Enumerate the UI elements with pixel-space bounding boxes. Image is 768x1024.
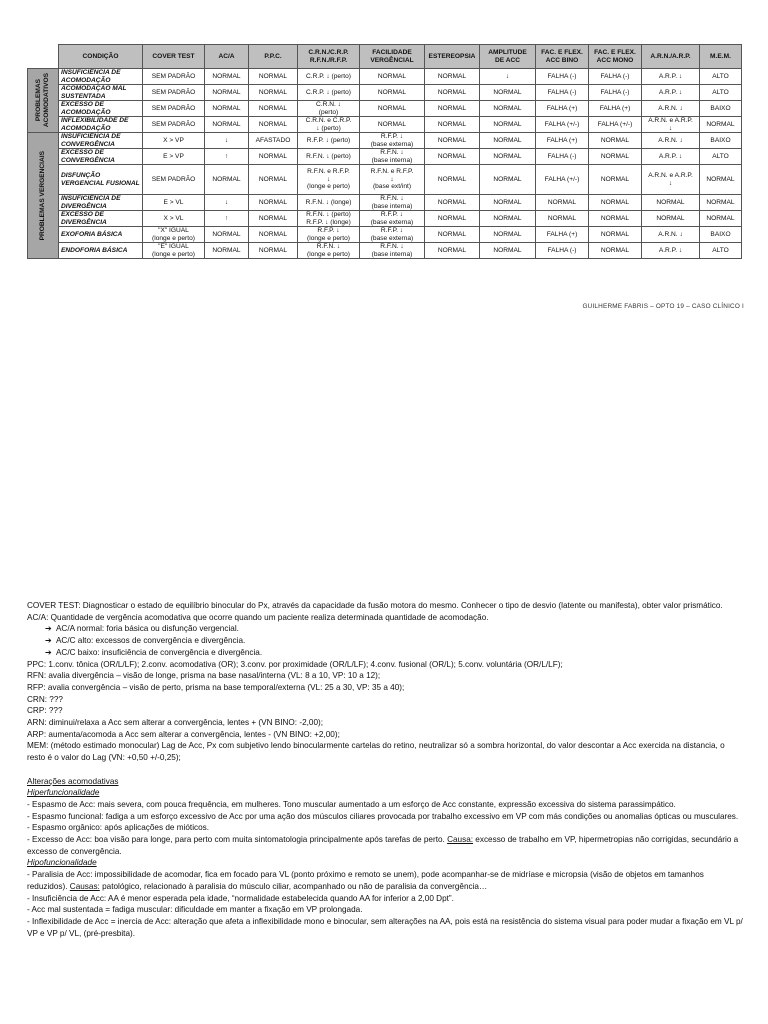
table-cell: ALTO xyxy=(700,149,742,165)
table-cell: E > VP xyxy=(143,149,205,165)
table-cell: R.F.N. e R.F.P. ↓ (longe e perto) xyxy=(298,165,360,195)
table-cell: NORMAL xyxy=(249,69,298,85)
table-cell: NORMAL xyxy=(205,243,249,259)
table-cell: R.F.P. ↓ (base externa) xyxy=(360,133,425,149)
table-cell: FALHA (+/-) xyxy=(589,117,642,133)
col-header-amplitude-acc: AMPLITUDE DE ACC xyxy=(480,45,536,69)
table-cell: NORMAL xyxy=(589,227,642,243)
col-header-crn-crp: C.R.N./C.R.P. R.F.N./R.F.P. xyxy=(298,45,360,69)
table-cell: NORMAL xyxy=(480,133,536,149)
table-cell: NORMAL xyxy=(480,227,536,243)
table-row xyxy=(28,69,742,85)
table-cell: R.F.N. ↓ (base interna) xyxy=(360,243,425,259)
table-cell: NORMAL xyxy=(249,243,298,259)
table-cell: R.F.N. ↓ (longe e perto) xyxy=(298,243,360,259)
table-cell: NORMAL xyxy=(700,165,742,195)
table-cell: FALHA (+) xyxy=(589,101,642,117)
note-rfn: RFN: avalia divergência – visão de longe, prisma na base nasal/interna (VL: 8 a 10, VP: 10 a 12); xyxy=(27,671,381,681)
table-cell: X > VP xyxy=(143,133,205,149)
table-cell: NORMAL xyxy=(205,101,249,117)
table-cell: NORMAL xyxy=(480,243,536,259)
table-cell: R.F.N. ↓ (base interna) xyxy=(360,149,425,165)
note-crn: CRN: ??? xyxy=(27,694,63,704)
condition-cell: EXCESSO DE ACOMODAÇÃO xyxy=(59,101,143,117)
table-cell: NORMAL xyxy=(249,195,298,211)
note-hiper-item: - Espasmo funcional: fadiga a um esforço excessivo de Acc por uma ação dos músculos ciliares provocada por trabalho excessivo em VP com más condições ou anomalias ópticas ou musculares. xyxy=(27,811,739,821)
table-cell: FALHA (-) xyxy=(589,69,642,85)
table-cell: FALHA (-) xyxy=(536,149,589,165)
table-cell: A.R.P. ↓ xyxy=(642,69,700,85)
table-cell: C.R.N. e C.R.P. ↓ (perto) xyxy=(298,117,360,133)
group-label: PROBLEMAS ACOMODATIVOS xyxy=(35,73,50,128)
note-hipo-item: - Inflexibilidade de Acc = inercia de Acc: alteração que afeta a inflexibilidade mono e binocular, sem alterações na AA, pois está na resistência do sistema visual para poder mudar a fixação em VL p/ VP e VP p/ VL, (pré-presbita). xyxy=(27,916,743,938)
table-row xyxy=(28,227,742,243)
table-cell: NORMAL xyxy=(425,101,480,117)
note-aca-item: ➔ AC/C alto: excessos de convergência e divergência. xyxy=(45,636,246,646)
table-cell: ALTO xyxy=(700,69,742,85)
table-cell: AFASTADO xyxy=(249,133,298,149)
condition-cell: ACOMODAÇÃO MAL SUSTENTADA xyxy=(59,85,143,101)
table-cell: NORMAL xyxy=(425,117,480,133)
table-cell: SEM PADRÃO xyxy=(143,117,205,133)
table-cell: NORMAL xyxy=(425,243,480,259)
table-cell: ALTO xyxy=(700,243,742,259)
table-cell: NORMAL xyxy=(480,165,536,195)
table-cell: NORMAL xyxy=(249,211,298,227)
table-row xyxy=(28,211,742,227)
table-cell: ↓ xyxy=(480,69,536,85)
table-cell: NORMAL xyxy=(480,149,536,165)
table-cell: NORMAL xyxy=(425,227,480,243)
col-header-facilidade-vergencial: FACILIDADE VERGÊNCIAL xyxy=(360,45,425,69)
table-cell: ↓ xyxy=(205,195,249,211)
table-cell: FALHA (-) xyxy=(589,85,642,101)
table-cell: NORMAL xyxy=(425,211,480,227)
condition-cell: EXCESSO DE CONVERGÊNCIA xyxy=(59,149,143,165)
table-cell: NORMAL xyxy=(249,149,298,165)
table-cell: NORMAL xyxy=(425,133,480,149)
table-cell: X > VL xyxy=(143,211,205,227)
note-mem: MEM: (método estimado monocular) Lag de Acc, Px com subjetivo lendo binocularmente cartelas do retino, neutralizar só a sombra horizontal, do valor descontar a Acc exercida na distancia, o resto é o valor do Lag (VN: +0,50 +/-0,25); xyxy=(27,741,725,763)
table-cell: NORMAL xyxy=(480,195,536,211)
note-hipo-item: - Insuficiência de Acc: AA é menor esperada pela idade, “normalidade estabelecida quando AA for inferior a 2,00 Dpt”. xyxy=(27,893,454,903)
table-row xyxy=(28,117,742,133)
table-cell: NORMAL xyxy=(360,101,425,117)
table-cell: NORMAL xyxy=(589,195,642,211)
note-excesso-acc: - Excesso de Acc: boa visão para longe, para perto com muita sintomatologia principalmente após tarefas de perto. Causa: excesso de trabalho em VP, hipermetropias não corrigidas, secundário a excesso de convergência. xyxy=(27,835,739,856)
table-cell: FALHA (+) xyxy=(536,101,589,117)
condition-cell: INSUFICIÊNCIA DE CONVERGÊNCIA xyxy=(59,133,143,149)
col-header-fac-flex-bino: FAC. E FLEX. ACC BINO xyxy=(536,45,589,69)
col-header-condicao: CONDIÇÃO xyxy=(59,45,143,69)
note-paralisia-acc: - Paralisia de Acc: impossibilidade de acomodar, fica em focado para VL (ponto próximo e remoto se unem), pode acompanhar-se de midríase e micropsia (visão de objetos em tamanhos reduzidos). Causas: patológico, relacionado à paralisia do músculo ciliar, acompanhado ou não de paralisia da convergência… xyxy=(27,870,704,891)
table-cell: NORMAL xyxy=(205,165,249,195)
table-cell: E > VL xyxy=(143,195,205,211)
table-cell: FALHA (-) xyxy=(536,243,589,259)
table-cell: SEM PADRÃO xyxy=(143,165,205,195)
condition-cell: EXOFORIA BÁSICA xyxy=(59,227,143,243)
note-aca-item: ➔ AC/A normal: foria básica ou disfunção vergencial. xyxy=(45,624,239,634)
table-cell: FALHA (+/-) xyxy=(536,165,589,195)
table-cell: A.R.N. e A.R.P. ↓ xyxy=(642,117,700,133)
condition-cell: DISFUNÇÃO VERGENCIAL FUSIONAL xyxy=(59,165,143,195)
table-cell: A.R.N. ↓ xyxy=(642,133,700,149)
table-cell: "X" IGUAL (longe e perto) xyxy=(143,227,205,243)
table-cell: BAIXO xyxy=(700,133,742,149)
table-cell: "E" IGUAL (longe e perto) xyxy=(143,243,205,259)
table-cell: A.R.P. ↓ xyxy=(642,149,700,165)
table-cell: NORMAL xyxy=(642,211,700,227)
table-cell: ↓ xyxy=(205,133,249,149)
table-cell: C.R.P. ↓ (perto) xyxy=(298,85,360,101)
table-row xyxy=(28,243,742,259)
note-aca: AC/A: Quantidade de vergência acomodativa que ocorre quando um paciente realiza determinada quantidade de acomodação. xyxy=(27,612,489,622)
table-cell: NORMAL xyxy=(700,211,742,227)
heading-hipofuncionalidade: Hipofuncionalidade xyxy=(27,858,97,868)
notes-section xyxy=(27,600,743,939)
group-label-cell xyxy=(28,69,59,133)
table-cell: NORMAL xyxy=(480,211,536,227)
table-cell: R.F.N. ↓ (perto) xyxy=(298,149,360,165)
note-ppc: PPC: 1.conv. tônica (OR/L/LF); 2.conv. acomodativa (OR); 3.conv. por proximidade (OR/L/LF); 4.conv. fusional (OR/L); 5.conv. voluntária (OR/L/LF); xyxy=(27,659,563,669)
author-credit: GUILHERME FABRIS – OPTO 19 – CASO CLÍNICO I xyxy=(582,303,744,310)
note-cover-test: COVER TEST: Diagnosticar o estado de equilíbrio binocular do Px, através da capacidade da fusão motora do mesmo. Conhecer o tipo de desvio (latente ou manifesta), obter valor prismático. xyxy=(27,601,723,610)
table-cell: SEM PADRÃO xyxy=(143,101,205,117)
note-rfp: RFP: avalia convergência – visão de perto, prisma na base temporal/externa (VL: 25 a 30, VP: 35 a 40); xyxy=(27,682,405,692)
table-cell: NORMAL xyxy=(480,85,536,101)
table-cell: NORMAL xyxy=(360,117,425,133)
note-arn: ARN: diminui/relaxa a Acc sem alterar a convergência, lentes + (VN BINO: -2,00); xyxy=(27,718,324,728)
note-aca-item: ➔ AC/C baixo: insuficiência de convergência e divergência. xyxy=(45,647,263,657)
table-cell: NORMAL xyxy=(700,117,742,133)
table-cell: R.F.N. ↓ (perto) R.F.P. ↓ (longe) xyxy=(298,211,360,227)
table-cell: NORMAL xyxy=(249,85,298,101)
table-cell: BAIXO xyxy=(700,101,742,117)
table-cell: NORMAL xyxy=(425,195,480,211)
col-header-ppc: P.P.C. xyxy=(249,45,298,69)
table-cell: R.F.P. ↓ (base externa) xyxy=(360,211,425,227)
table-cell: R.F.P. ↓ (base externa) xyxy=(360,227,425,243)
note-crp: CRP: ??? xyxy=(27,706,63,716)
table-cell: NORMAL xyxy=(642,195,700,211)
table-cell: NORMAL xyxy=(249,101,298,117)
table-cell: NORMAL xyxy=(589,149,642,165)
clinical-table xyxy=(27,44,742,259)
table-cell: NORMAL xyxy=(205,117,249,133)
table-cell: A.R.N. e A.R.P. ↓ xyxy=(642,165,700,195)
table-cell: FALHA (-) xyxy=(536,69,589,85)
table-cell: A.R.P. ↓ xyxy=(642,85,700,101)
table-row xyxy=(28,149,742,165)
group-label: PROBLEMAS VERGENCIAIS xyxy=(39,150,46,241)
table-cell: R.F.P. ↓ (longe e perto) xyxy=(298,227,360,243)
table-cell: ↑ xyxy=(205,149,249,165)
col-header-cover-test: COVER TEST xyxy=(143,45,205,69)
table-cell: C.R.N. ↓ (perto) xyxy=(298,101,360,117)
table-row xyxy=(28,195,742,211)
col-header-fac-flex-mono: FAC. E FLEX. ACC MONO xyxy=(589,45,642,69)
corner-cell xyxy=(28,45,59,69)
table-cell: NORMAL xyxy=(205,85,249,101)
note-hiper-item: - Espasmo de Acc: mais severa, com pouca frequência, em mulheres. Tono muscular aumentado a um esforço de Acc constante, expressão excessiva do sistema parassimpático. xyxy=(27,799,676,809)
table-cell: NORMAL xyxy=(700,195,742,211)
heading-alteracoes-acomodativas: Alterações acomodativas xyxy=(27,776,119,786)
table-cell: NORMAL xyxy=(205,227,249,243)
col-header-estereopsia: ESTEREOPSIA xyxy=(425,45,480,69)
col-header-aca: AC/A xyxy=(205,45,249,69)
note-hiper-item: - Espasmo orgânico: após aplicações de mióticos. xyxy=(27,823,210,833)
table-row xyxy=(28,133,742,149)
condition-cell: ENDOFORIA BÁSICA xyxy=(59,243,143,259)
table-cell: ↑ xyxy=(205,211,249,227)
table-row xyxy=(28,101,742,117)
header-row xyxy=(28,45,742,69)
table-cell: NORMAL xyxy=(536,211,589,227)
col-header-mem: M.E.M. xyxy=(700,45,742,69)
table-cell: A.R.N. ↓ xyxy=(642,101,700,117)
table-cell: R.F.N. ↓ (base interna) xyxy=(360,195,425,211)
note-arp: ARP: aumenta/acomoda a Acc sem alterar a convergência, lentes - (VN BINO: +2,00); xyxy=(27,729,340,739)
group-label-cell xyxy=(28,133,59,259)
table-cell: FALHA (+) xyxy=(536,133,589,149)
table-cell: NORMAL xyxy=(589,165,642,195)
table-cell: NORMAL xyxy=(205,69,249,85)
condition-cell: INSUFICIÊNCIA DE DIVERGÊNCIA xyxy=(59,195,143,211)
table-cell: NORMAL xyxy=(480,117,536,133)
table-cell: BAIXO xyxy=(700,227,742,243)
col-header-arn-arp: A.R.N./A.R.P. xyxy=(642,45,700,69)
table-cell: A.R.P. ↓ xyxy=(642,243,700,259)
table-cell: NORMAL xyxy=(589,133,642,149)
table-cell: NORMAL xyxy=(480,101,536,117)
table-cell: NORMAL xyxy=(249,227,298,243)
table-cell: NORMAL xyxy=(425,85,480,101)
condition-cell: EXCESSO DE DIVERGÊNCIA xyxy=(59,211,143,227)
note-hipo-item: - Acc mal sustentada = fadiga muscular: dificuldade em manter a fixação em VP prolongada. xyxy=(27,905,363,915)
table-cell: NORMAL xyxy=(425,165,480,195)
table-cell: NORMAL xyxy=(360,85,425,101)
table-cell: ALTO xyxy=(700,85,742,101)
table-cell: R.F.N. ↓ (longe) xyxy=(298,195,360,211)
condition-cell: INSUFICIÊNCIA DE ACOMODAÇÃO xyxy=(59,69,143,85)
table-row xyxy=(28,85,742,101)
table-cell: NORMAL xyxy=(589,243,642,259)
table-cell: A.R.N. ↓ xyxy=(642,227,700,243)
table-cell: C.R.P. ↓ (perto) xyxy=(298,69,360,85)
table-cell: SEM PADRÃO xyxy=(143,85,205,101)
table-cell: NORMAL xyxy=(589,211,642,227)
condition-cell: INFLEXIBILIDADE DE ACOMODAÇÃO xyxy=(59,117,143,133)
table-cell: R.F.P. ↓ (perto) xyxy=(298,133,360,149)
table-cell: SEM PADRÃO xyxy=(143,69,205,85)
table-cell: FALHA (+) xyxy=(536,227,589,243)
table-cell: NORMAL xyxy=(249,117,298,133)
heading-hiperfuncionalidade: Hiperfuncionalidade xyxy=(27,788,100,798)
table-cell: FALHA (-) xyxy=(536,85,589,101)
table-cell: NORMAL xyxy=(425,149,480,165)
table-row xyxy=(28,165,742,195)
table-cell: NORMAL xyxy=(360,69,425,85)
table-cell: NORMAL xyxy=(249,165,298,195)
table-cell: R.F.N. e R.F.P. ↓ (base ext/int) xyxy=(360,165,425,195)
table-cell: FALHA (+/-) xyxy=(536,117,589,133)
table-cell: NORMAL xyxy=(425,69,480,85)
table-cell: NORMAL xyxy=(536,195,589,211)
